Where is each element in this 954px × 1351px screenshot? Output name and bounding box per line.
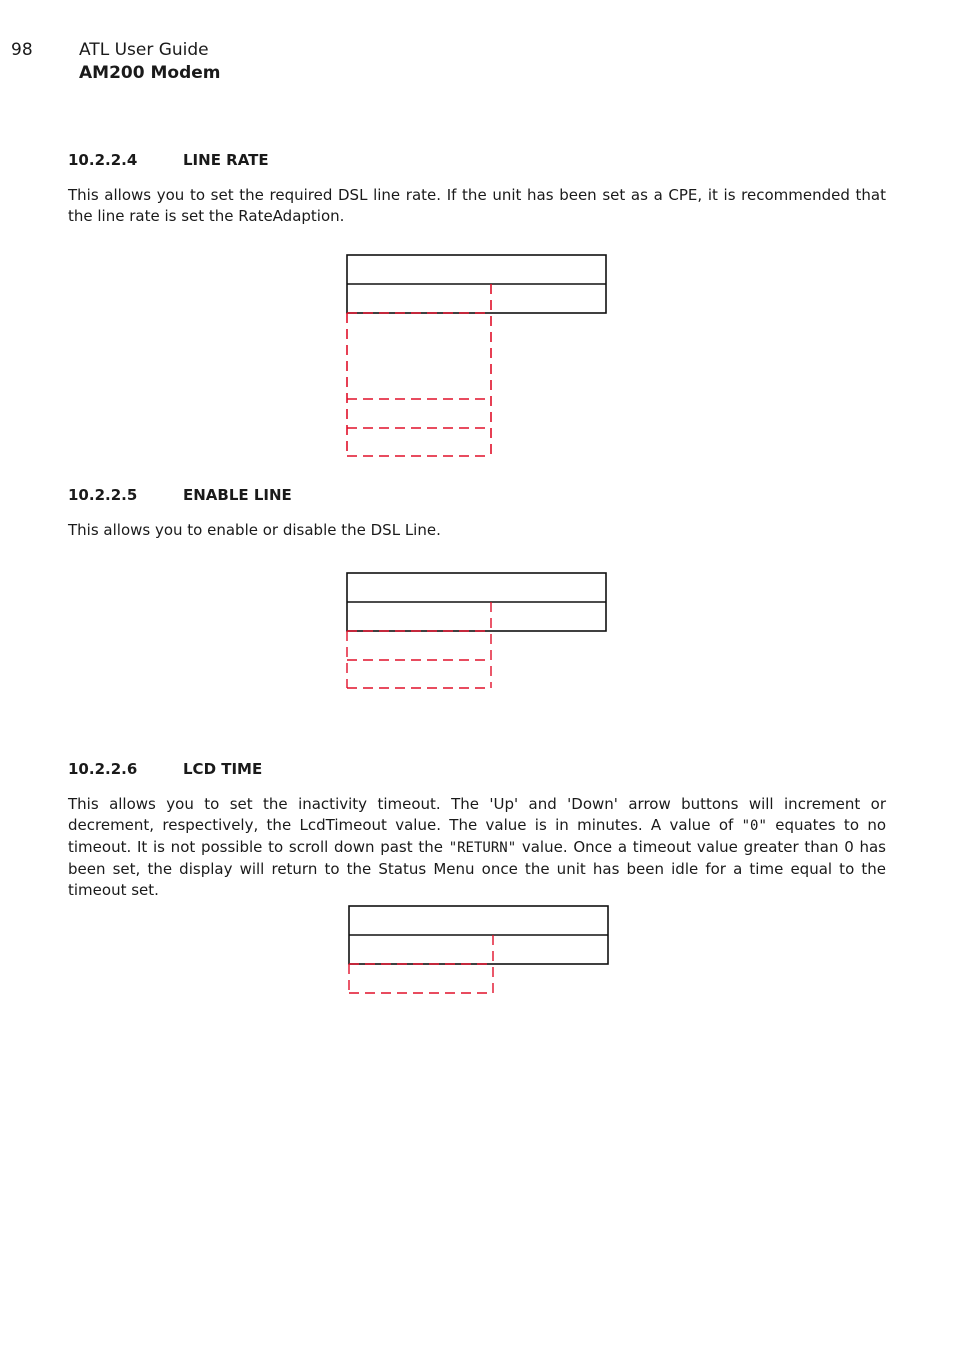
section-title: LINE RATE [183,151,269,169]
guide-title: ATL User Guide [79,40,209,60]
paragraph-text: value. Once a timeout value greater than 0 has been set, the display will return to the Status Menu once the unit has been idle for a time equal to the timeout set. [68,838,887,899]
section-title: LCD TIME [183,760,263,778]
section-paragraph: This allows you to set the required DSL line rate. If the unit has been set as a CPE, it is recommended that the line rate is set the RateAdaption. [68,186,886,225]
code-return: "RETURN" [448,840,517,856]
product-title: AM200 Modem [79,63,221,83]
enable-line-menu-diagram [345,572,609,692]
section-number: 10.2.2.6 [68,760,138,778]
line-rate-menu-diagram [346,254,608,459]
section-paragraph [68,794,886,901]
code-zero: "0" [741,818,767,834]
section-number: 10.2.2.5 [68,486,138,504]
paragraph-text: equates to no timeout. It is not possible to scroll down past the [68,816,886,856]
lcd-time-menu-diagram [348,905,611,997]
section-title: ENABLE LINE [183,486,292,504]
paragraph-text: This allows you to set the inactivity timeout. The 'Up' and 'Down' arrow buttons will increment or decrement, respectively, the LcdTimeout value. The value is in minutes. A value of [68,795,886,834]
section-number: 10.2.2.4 [68,151,138,169]
page-number: 98 [11,40,33,60]
section-paragraph: This allows you to enable or disable the DSL Line. [68,521,441,539]
